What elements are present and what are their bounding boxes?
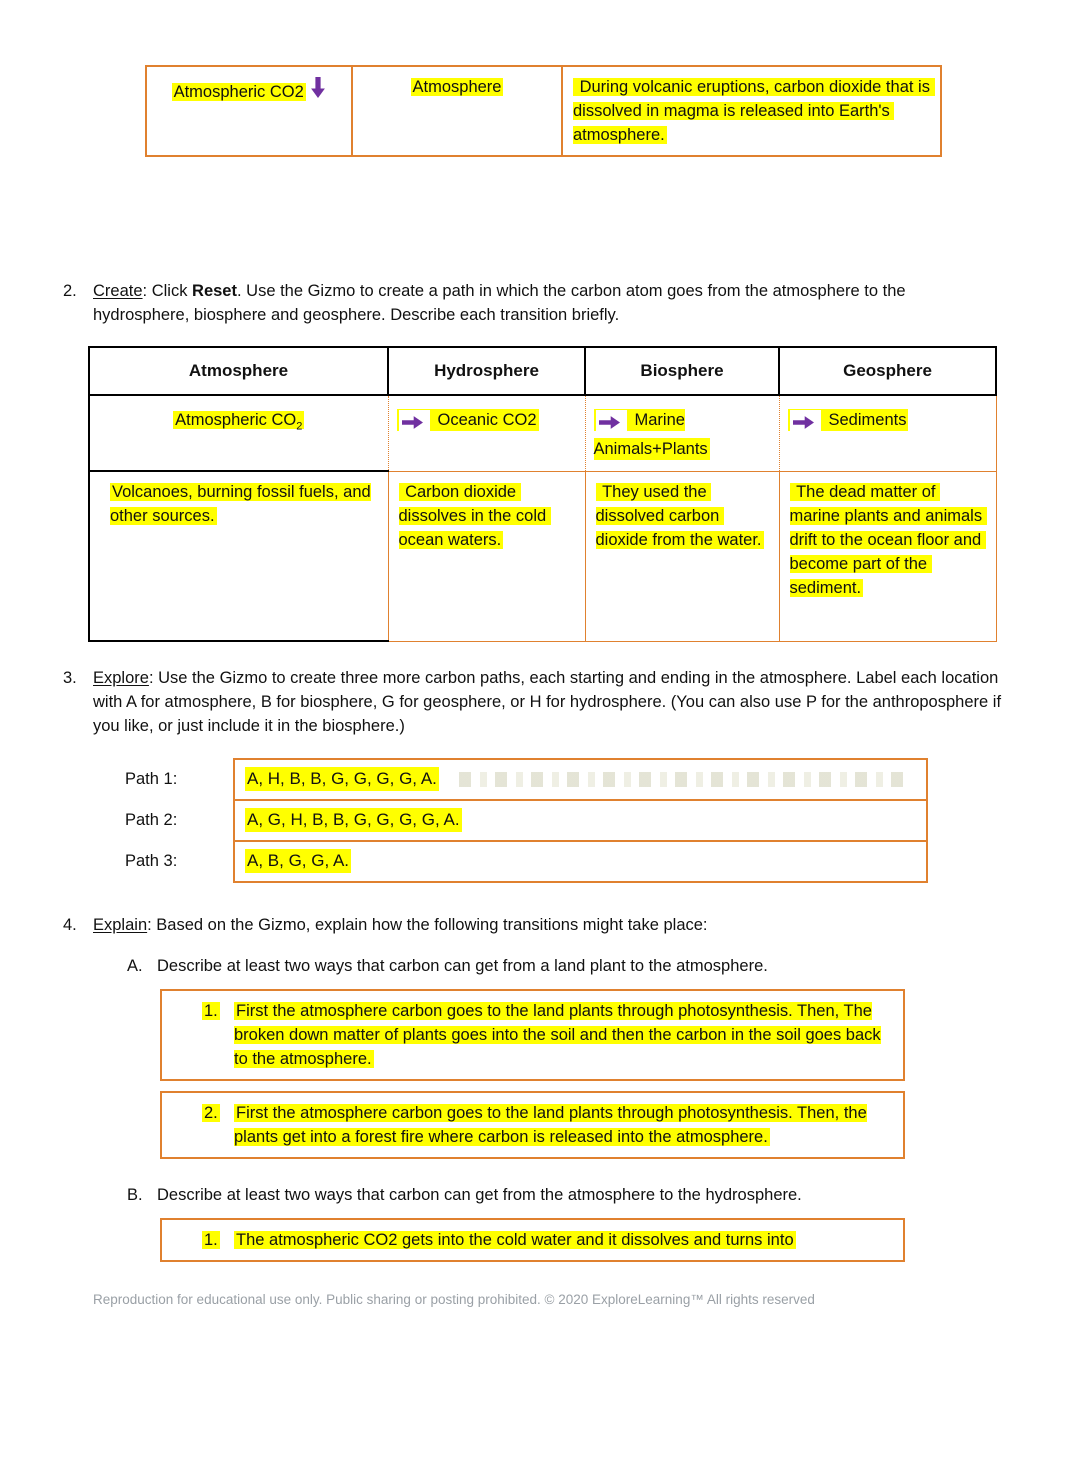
right-arrow-icon — [792, 413, 815, 437]
carbon-table-label-row — [89, 395, 996, 471]
cell-label-hydrosphere[interactable] — [388, 395, 585, 471]
answer-4b-1-text: The atmospheric CO2 gets into the cold water and it dissolves and turns into — [236, 1231, 794, 1249]
cell-label-biosphere[interactable] — [585, 395, 779, 471]
volcano-description: During volcanic eruptions, carbon dioxide that is dissolved in magma is released into Earth's atmosphere. — [573, 78, 935, 144]
answer-4a-1-number: 1. — [204, 1002, 218, 1020]
volcano-transition-table — [145, 65, 942, 157]
cell-volcano-description[interactable] — [562, 66, 941, 156]
question-4-number: 4. — [63, 916, 77, 934]
header-biosphere: Biosphere — [585, 347, 779, 395]
question-3 — [63, 666, 1080, 738]
question-4b — [127, 1183, 1080, 1207]
cell-desc-hydrosphere[interactable] — [388, 471, 585, 641]
question-4a-prompt: Describe at least two ways that carbon can get from a land plant to the atmosphere. — [157, 957, 768, 975]
question-2-text: Create: Click Reset. Use the Gizmo to create a path in which the carbon atom goes from the atmosphere to the hydrosphere, biosphere and geosphere. Describe each transition briefly. — [93, 282, 906, 324]
right-arrow-icon — [401, 413, 424, 437]
path-1-value: A, H, B, B, G, G, G, G, A. — [245, 767, 439, 791]
path-2-label: Path 2: — [125, 811, 178, 829]
cell-desc-atmosphere[interactable] — [89, 471, 388, 641]
path-answers — [0, 758, 1080, 883]
atmospheric-co2-label: Atmospheric CO2 — [173, 83, 304, 101]
worksheet-page — [0, 65, 1080, 1312]
cell-atmospheric-co2[interactable] — [146, 66, 352, 156]
cell-label-geosphere[interactable] — [779, 395, 996, 471]
question-4a — [127, 954, 1080, 978]
answer-4a-1-text: First the atmosphere carbon goes to the land plants through photosynthesis. Then, The broken down matter of plants goes into the soil and then the carbon in the soil goes back to the atmosphere. — [234, 1002, 881, 1068]
question-3-number: 3. — [63, 669, 77, 687]
cell-label-atmosphere[interactable] — [89, 395, 388, 471]
carbon-table-description-row — [89, 471, 996, 641]
question-3-text: Explore: Use the Gizmo to create three more carbon paths, each starting and ending in the atmosphere. Label each location with A for atmosphere, B for biosphere, G for geosphere, or H for hydrosphere. (You can also use P for the anthroposphere if you like, or just include it in the biosphere.) — [93, 669, 1002, 735]
geosphere-description: The dead matter of marine plants and animals drift to the ocean floor and become part of the sediment. — [789, 482, 987, 597]
question-4-text: Explain: Based on the Gizmo, explain how the following transitions might take place: — [93, 916, 708, 934]
atmospheric-co2-sub-label: Atmospheric $CO_2$ — [175, 411, 303, 433]
marine-animals-plants-label: Marine Animals+Plants — [593, 411, 708, 458]
oceanic-co2-label: Oceanic CO2 — [437, 411, 537, 429]
path-2-value: A, G, H, B, B, G, G, G, G, A. — [245, 808, 462, 832]
path-3-value: A, B, G, G, A. — [245, 849, 351, 873]
path-1-label: Path 1: — [125, 770, 178, 788]
question-2-number: 2. — [63, 282, 77, 300]
path-3-label: Path 3: — [125, 852, 178, 870]
answer-4a-2-number: 2. — [204, 1104, 218, 1122]
down-arrow-icon — [310, 76, 326, 106]
question-2 — [63, 279, 1080, 327]
answer-box-4b-1[interactable] — [160, 1218, 905, 1262]
cell-atmosphere[interactable] — [352, 66, 562, 156]
path-1-row — [125, 758, 1080, 801]
question-4b-prompt: Describe at least two ways that carbon can get from the atmosphere to the hydrosphere. — [157, 1186, 802, 1204]
answer-box-4a-2[interactable] — [160, 1091, 905, 1159]
atmosphere-label: Atmosphere — [412, 78, 502, 96]
header-geosphere: Geosphere — [779, 347, 996, 395]
path-2-input[interactable] — [233, 799, 928, 842]
path-1-input[interactable] — [233, 758, 928, 801]
atmosphere-description: Volcanoes, burning fossil fuels, and other sources. — [110, 483, 371, 525]
answer-4b-1-number: 1. — [204, 1231, 218, 1249]
faded-highlight-marks — [459, 772, 910, 787]
carbon-path-table — [88, 346, 997, 642]
answer-4a-2-text: First the atmosphere carbon goes to the land plants through photosynthesis. Then, the plants get into a forest fire where carbon is released into the atmosphere. — [234, 1104, 867, 1146]
right-arrow-icon — [598, 413, 621, 437]
hydrosphere-description: Carbon dioxide dissolves in the cold ocean waters. — [398, 482, 551, 549]
sediments-label: Sediments — [828, 411, 907, 429]
copyright-footer: Reproduction for educational use only. Public sharing or posting prohibited. © 2020 ExploreLearning™ All rights reserved — [93, 1292, 815, 1307]
path-2-row — [125, 799, 1080, 842]
cell-desc-geosphere[interactable] — [779, 471, 996, 641]
header-atmosphere: Atmosphere — [89, 347, 388, 395]
question-4 — [63, 913, 1080, 937]
biosphere-description: They used the dissolved carbon dioxide from the water. — [595, 482, 762, 549]
question-4a-number: A. — [127, 957, 143, 975]
answer-box-4a-1[interactable] — [160, 989, 905, 1081]
question-4b-number: B. — [127, 1186, 143, 1204]
cell-desc-biosphere[interactable] — [585, 471, 779, 641]
header-hydrosphere: Hydrosphere — [388, 347, 585, 395]
path-3-row — [125, 840, 1080, 883]
path-3-input[interactable] — [233, 840, 928, 883]
carbon-table-header-row — [89, 347, 996, 395]
